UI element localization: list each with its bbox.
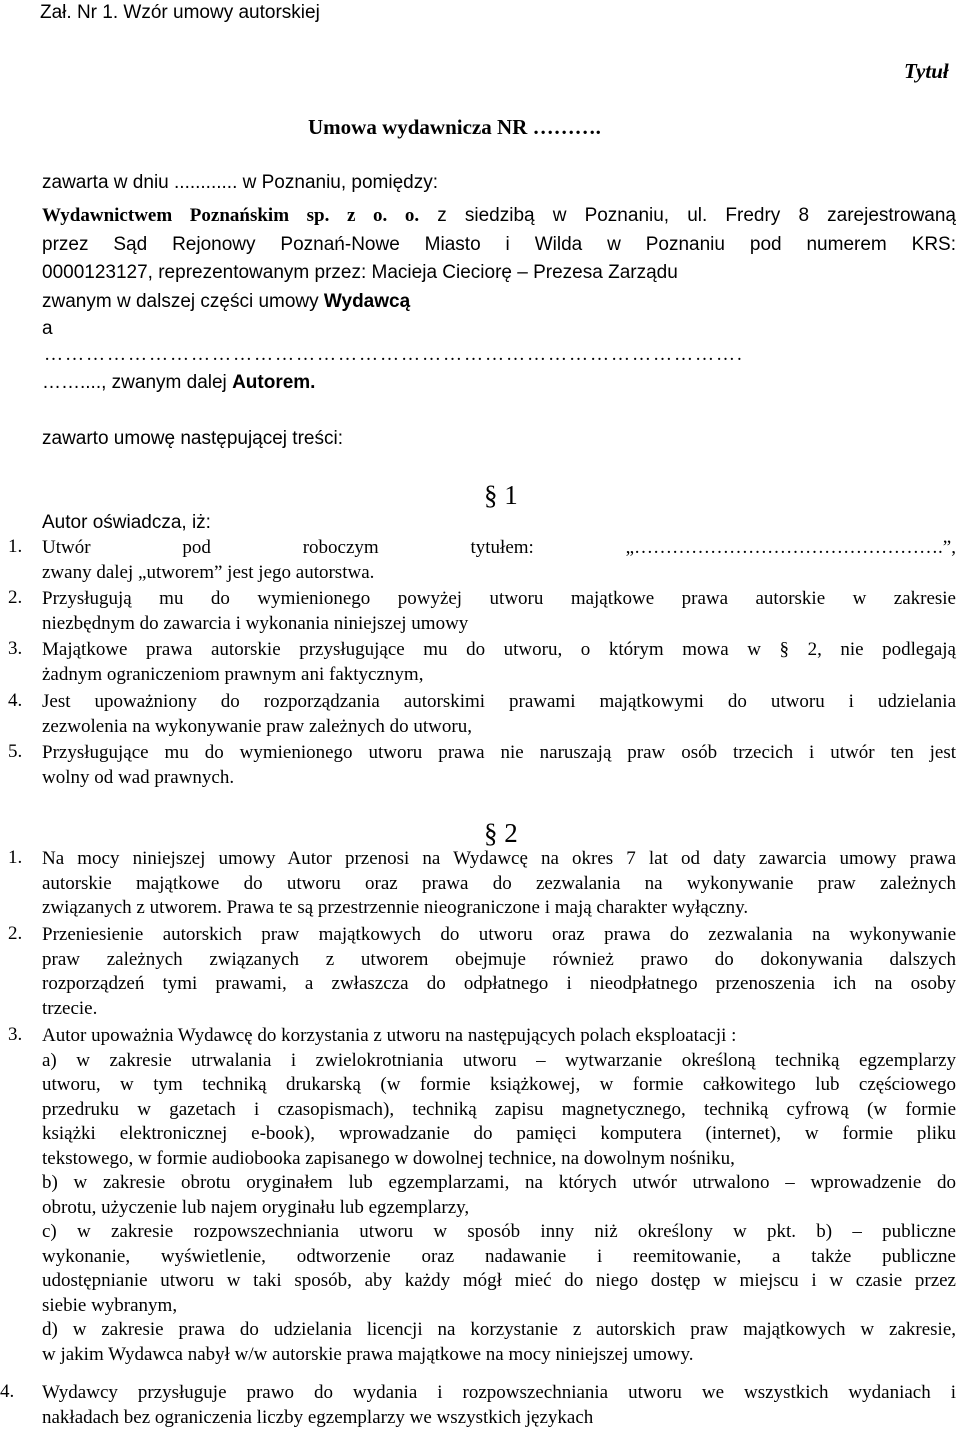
s2-item-3-line-8: obrotu, użyczenie lub najem oryginału lub egzemplarzy, [42,1196,470,1218]
s2-item-4 [42,1381,956,1430]
s2-item-4-number: 4. [0,1381,15,1402]
s1-item-5-line-1: Przysługujące mu do wymienionego utworu prawa nie naruszają praw osób trzecich i utwór ten jest [42,742,956,763]
publisher-role: Wydawcą [323,291,411,312]
publisher-line-1 [42,205,956,229]
s1-item-5-number: 5. [8,741,23,762]
s1-item-2-number: 2. [8,587,23,608]
s2-item-1-number: 1. [8,847,23,868]
section-2-heading-text: § 2 [484,818,518,848]
s2-item-3-line-5: książki elektronicznej e-book), wprowadzanie do pamięci komputera (internet), w formie pliku [42,1123,956,1144]
s2-item-3-line-7: b) w zakresie obrotu oryginałem lub egzemplarzami, na których utwór utrwalono – wprowadzenie do [42,1172,956,1193]
section-1-intro: Autor oświadcza, iż: [42,512,211,533]
author-dots: ………………………………………………………………………………………. [44,344,744,365]
publisher-role-prefix: zwanym w dalszej części umowy [42,291,324,312]
s1-item-3 [42,638,956,687]
publisher-line-2: przez Sąd Rejonowy Poznań-Nowe Miasto i Wilda w Poznaniu pod numerem KRS: [42,234,956,255]
s2-item-1-line-1: Na mocy niniejszej umowy Autor przenosi na Wydawcę na okres 7 lat od daty zawarcia umowy prawa [42,848,956,869]
s2-item-4-line-1: Wydawcy przysługuje prawo do wydania i rozpowszechniania utworu we wszystkich wydaniach i [42,1382,956,1403]
s1-item-3-line-1: Majątkowe prawa autorskie przysługujące mu do utworu, o którym mowa w § 2, nie podlegają [42,639,956,660]
s2-item-2-line-4: trzecie. [42,997,98,1019]
s1-item-3-line-2: żadnym ograniczeniom prawnym ani faktycznym, [42,663,424,685]
publisher-line-3: 0000123127, reprezentowanym przez: Macieja Cieciorę – Prezesa Zarządu [42,262,678,283]
s2-item-1-line-3: związanych z utworem. Prawa te są przestrzennie nieograniczone i mają charakter wyłączny. [42,897,749,918]
s2-item-4-line-2: nakładach bez ograniczenia liczby egzemplarzy we wszystkich językach [42,1406,594,1428]
s1-item-1-line-1: Utwór pod roboczym tytułem: „………………………………………….”, [42,537,956,558]
s2-item-1-line-2: autorskie majątkowe do utworu oraz prawa do zezwalania na wykonywanie praw zależnych [42,872,956,894]
s2-item-2-line-2: praw zależnych związanych z utworem obejmuje również prawo do dokonywania dalszych [42,948,956,970]
s2-item-3-line-11: udostępnianie utworu w taki sposób, aby każdy mógł mieć do niego dostęp w miejscu i w czasie przez [42,1270,956,1291]
s1-item-5-line-2: wolny od wad prawnych. [42,766,235,788]
s2-item-2-number: 2. [8,923,23,944]
s2-item-3-line-14: w jakim Wydawca nabył w/w autorskie prawa majątkowe na mocy niniejszej umowy. [42,1343,694,1365]
s2-item-3-line-4: przedruku w gazetach i czasopismach), techniką zapisu magnetycznego, techniką cyfrową (w formie [42,1098,956,1120]
s2-item-3-line-2: a) w zakresie utrwalania i zwielokrotniania utworu – wytwarzanie określoną techniką egzemplarzy [42,1049,956,1071]
s1-item-4-line-2: zezwolenia na wykonywanie praw zależnych do utworu, [42,715,472,737]
publisher-name: Wydawnictwem Poznańskim sp. z o. o. [42,205,420,226]
s2-item-3-line-10: wykonanie, wyświetlenie, odtworzenie oraz nadawanie i reemitowanie, a także publiczne [42,1245,956,1267]
content-intro: zawarto umowę następującej treści: [42,428,343,449]
title-right: Tytuł [904,59,949,83]
s1-item-5 [42,741,956,790]
author-role: Autorem. [232,372,316,393]
contract-title: Umowa wydawnicza NR ………. [308,115,601,139]
s2-item-3-line-12: siebie wybranym, [42,1294,178,1316]
s1-item-2-line-1: Przysługują mu do wymienionego powyżej utworu majątkowe prawa autorskie w zakresie [42,588,956,609]
s2-item-3-line-1: Autor upoważnia Wydawcę do korzystania z utworu na następujących polach eksploatacji : [42,1025,737,1046]
section-1-heading-text: § 1 [484,480,518,510]
s2-item-3-line-6: tekstowego, w formie audiobooka zapisanego w dowolnej technice, na dowolnym nośniku, [42,1147,735,1169]
s1-item-3-number: 3. [8,638,23,659]
s1-item-4-line-1: Jest upoważniony do rozporządzania autorskimi prawami majątkowymi do utworu i udzielania [42,691,956,712]
concluded-on: zawarta w dniu ............ w Poznaniu, pomiędzy: [42,172,439,193]
s1-item-2-line-2: niezbędnym do zawarcia i wykonania niniejszej umowy [42,612,469,634]
s2-item-2 [42,923,956,1021]
s2-item-3 [42,1024,956,1367]
publisher-line-4 [42,291,410,313]
section-2-heading [484,818,518,849]
attachment-label: Zał. Nr 1. Wzór umowy autorskiej [40,2,320,23]
and-label: a [42,318,53,339]
s2-item-3-number: 3. [8,1024,23,1045]
s2-item-3-line-13: d) w zakresie prawa do udzielania licencji na korzystanie z autorskich praw majątkowych w zakresie, [42,1319,956,1340]
s1-item-2 [42,587,956,636]
s1-item-1-line-2: zwany dalej „utworem” jest jego autorstwa. [42,561,375,583]
s2-item-1 [42,847,956,921]
s1-item-4 [42,690,956,739]
s2-item-2-line-1: Przeniesienie autorskich praw majątkowych do utworu oraz prawa do zezwalania na wykonywanie [42,924,956,945]
s1-item-1-number: 1. [8,536,23,557]
s2-item-3-line-3: utworu, w tym techniką drukarską (w formie książkowej, w formie całkowitego lub częściowego [42,1074,956,1095]
s2-item-3-line-9: c) w zakresie rozpowszechniania utworu w sposób inny niż określony w pkt. b) – publiczne [42,1221,956,1242]
author-prefix: ……...., zwanym dalej [42,372,233,393]
section-1-heading [484,480,518,511]
s1-item-1 [42,536,956,585]
s1-item-4-number: 4. [8,690,23,711]
author-line [42,372,315,394]
publisher-address: z siedzibą w Poznaniu, ul. Fredry 8 zarejestrowaną [419,205,956,226]
s2-item-2-line-3: rozporządzeń tymi prawami, a zwłaszcza do odpłatnego i nieodpłatnego przenoszenia ich na osoby [42,973,956,994]
